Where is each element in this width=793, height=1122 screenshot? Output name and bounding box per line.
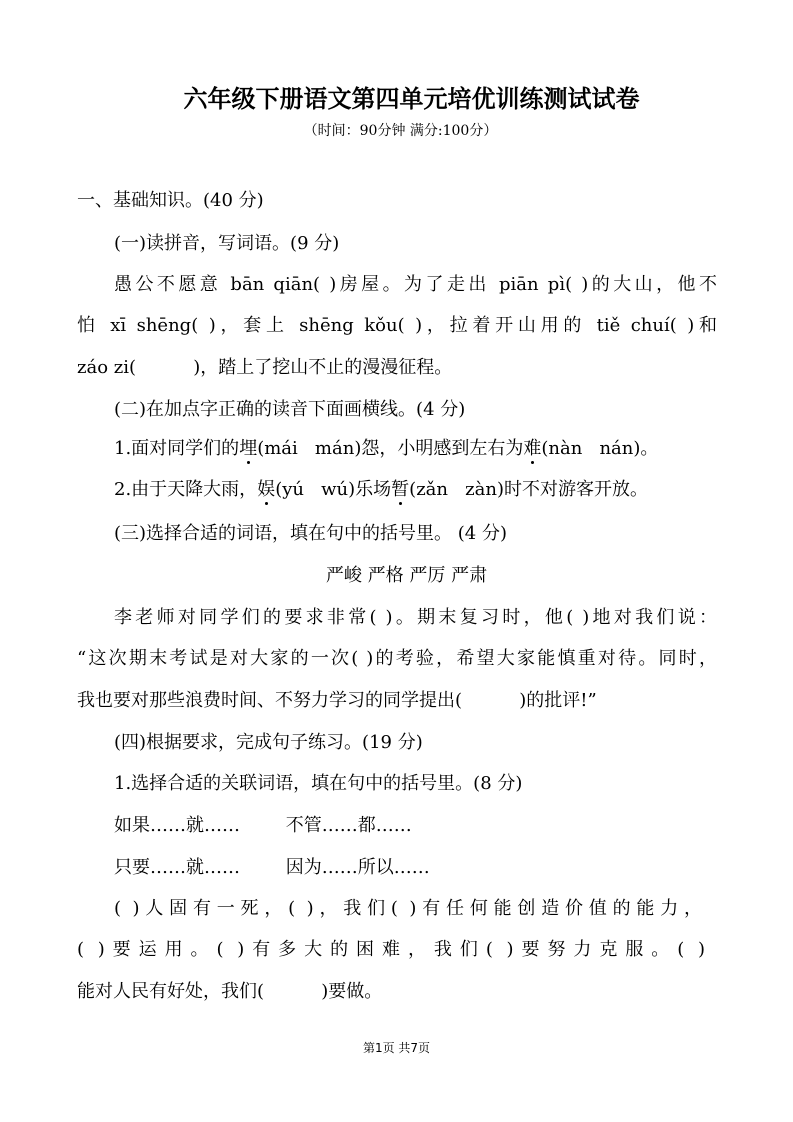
- q1-text-post: (nàn nán)。: [541, 438, 659, 459]
- part2-question-2: [114, 479, 648, 501]
- dotted-char: 娱: [257, 479, 276, 500]
- part3-line-2: “这次期末考试是对大家的一次( )的考验，希望大家能慎重对待。同时，: [77, 648, 717, 669]
- q1-text-mid: (mái mán)怨，小明感到左右为: [257, 438, 524, 459]
- q2-text-post: (zǎn zàn)时不对游客开放。: [409, 479, 648, 500]
- exam-info: （时间：90分钟 满分:100分）: [303, 123, 498, 139]
- part1-line-1: 愚公不愿意 bān qiān( )房屋。为了走出 piān pì( )的大山，他不: [114, 274, 717, 295]
- q2-text-pre: 2.由于天降大雨，: [114, 479, 258, 500]
- conjunction-row-1: 如果……就…… 不管……都……: [114, 815, 412, 836]
- part3-heading: (三)选择合适的词语，填在句中的括号里。 (4 分): [114, 523, 507, 544]
- part3-line-1: 李老师对同学们的要求非常( )。期末复习时，他( )地对我们说：: [114, 607, 717, 628]
- part4-line-2: ( )要运用。( )有多大的困难，我们( )要努力克服。( ): [77, 939, 705, 960]
- part2-heading: (二)在加点字正确的读音下面画横线。(4 分): [114, 399, 466, 420]
- q1-text-pre: 1.面对同学们的: [114, 438, 240, 459]
- dotted-char: 暂: [391, 479, 410, 500]
- part4-heading: (四)根据要求，完成句子练习。(19 分): [114, 732, 423, 753]
- part1-heading: (一)读拼音，写词语。(9 分): [114, 233, 340, 254]
- part1-line-3: záo zi( )，踏上了挖山不止的漫漫征程。: [77, 357, 453, 378]
- part4-line-3: 能对人民有好处，我们( )要做。: [77, 981, 383, 1002]
- page-number: 第1页 共7页: [362, 1041, 431, 1055]
- q2-text-mid: (yú wú)乐场: [275, 479, 392, 500]
- part1-line-2: 怕 xī shēng( )，套上 shēng kǒu( )，拉着开山用的 tiě chuí( )和: [77, 315, 717, 336]
- part4-question-1-heading: 1.选择合适的关联词语，填在句中的括号里。(8 分): [114, 773, 523, 794]
- dotted-char: 难: [523, 438, 542, 459]
- conjunction-row-2: 只要……就…… 因为……所以……: [114, 857, 430, 878]
- page-title: 六年级下册语文第四单元培优训练测试试卷: [183, 85, 640, 113]
- word-options: 严峻 严格 严厉 严肃: [325, 565, 488, 586]
- section-heading: 一、基础知识。(40 分): [77, 190, 264, 211]
- part4-line-1: ( )人固有一死，( )，我们( )有任何能创造价值的能力，: [114, 898, 702, 919]
- part2-question-1: [114, 438, 658, 460]
- dotted-char: 埋: [239, 438, 258, 459]
- part3-line-3: 我也要对那些浪费时间、不努力学习的同学提出( )的批评!”: [77, 690, 597, 711]
